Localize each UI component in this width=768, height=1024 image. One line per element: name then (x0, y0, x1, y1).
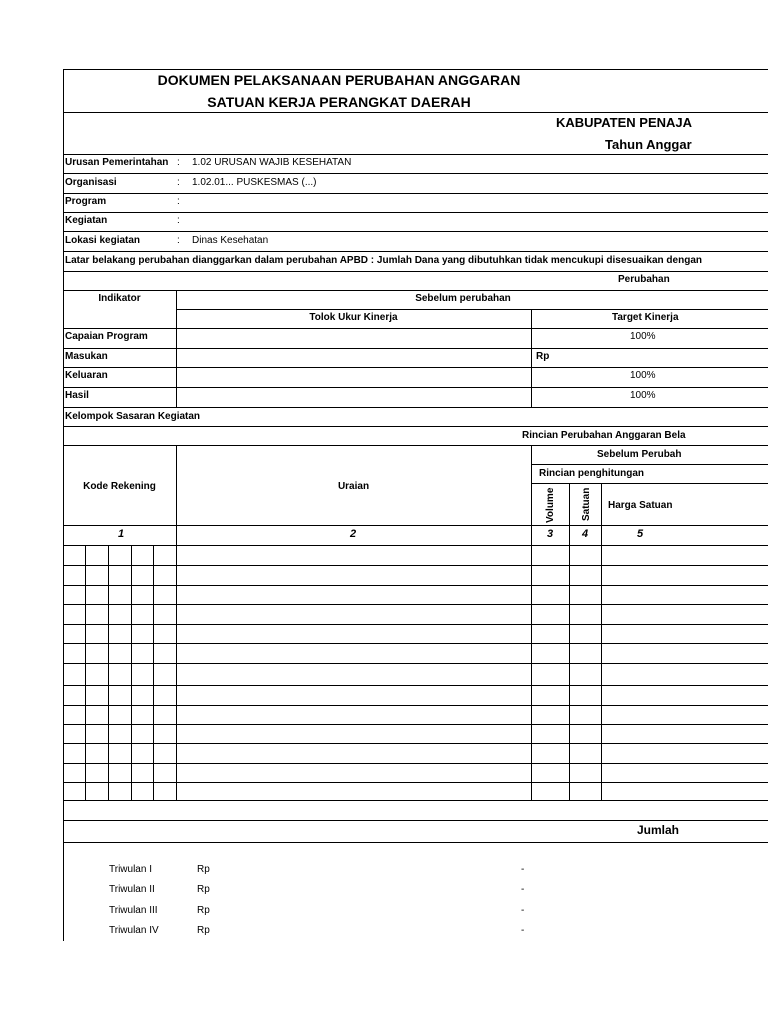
sebelum-perubahan-label: Sebelum Perubah (597, 449, 682, 460)
rule (63, 251, 768, 252)
organisasi-label: Organisasi (65, 177, 117, 188)
column-number: 5 (637, 528, 644, 540)
document-title-line1: DOKUMEN PELAKSANAAN PERUBAHAN ANGGARAN (157, 72, 521, 88)
lokasi-value: Dinas Kesehatan (192, 235, 269, 246)
column-number: 3 (547, 528, 554, 540)
rule (63, 407, 768, 408)
urusan-label: Urusan Pemerintahan (65, 157, 169, 168)
budget-document-sheet (63, 69, 768, 941)
rule (63, 545, 768, 546)
rule (531, 464, 768, 465)
triwulan-value: - (521, 905, 525, 916)
urusan-colon: : (177, 157, 180, 168)
kode-rekening-header: Kode Rekening (83, 481, 156, 492)
rule (531, 445, 532, 800)
rule (63, 112, 768, 113)
rule (63, 193, 768, 194)
triwulan-rp: Rp (197, 905, 210, 916)
table-row (63, 624, 768, 625)
table-row (63, 743, 768, 744)
rule (63, 525, 768, 526)
triwulan-label: Triwulan I (109, 864, 152, 875)
perubahan-label: Perubahan (618, 274, 670, 285)
rule (63, 387, 768, 388)
rule (63, 290, 768, 291)
indikator-row-target: Rp (536, 351, 550, 362)
satuan-header: Satuan (581, 487, 592, 521)
column-number: 4 (582, 528, 589, 540)
table-row (63, 604, 768, 605)
triwulan-rp: Rp (197, 884, 210, 895)
table-row (63, 685, 768, 686)
table-row (63, 663, 768, 664)
triwulan-label: Triwulan III (109, 905, 158, 916)
indikator-row-label: Capaian Program (65, 331, 148, 342)
triwulan-rp: Rp (197, 925, 210, 936)
rule (63, 367, 768, 368)
table-row (63, 643, 768, 644)
rule (153, 545, 154, 800)
kabupaten-label: KABUPATEN PENAJA (556, 115, 693, 130)
tahun-anggaran-label: Tahun Anggar (605, 137, 692, 152)
table-row (63, 800, 768, 801)
document-title-line2: SATUAN KERJA PERANGKAT DAERAH (207, 94, 471, 110)
rule (63, 173, 768, 174)
rule (63, 154, 768, 155)
rule (176, 445, 177, 800)
rule (63, 271, 768, 272)
table-row (63, 585, 768, 586)
rule (569, 483, 570, 800)
rule (63, 426, 768, 427)
urusan-value: 1.02 URUSAN WAJIB KESEHATAN (192, 157, 352, 168)
target-kinerja-header: Target Kinerja (612, 312, 679, 323)
program-label: Program (65, 196, 107, 207)
rule (85, 545, 86, 800)
organisasi-colon: : (177, 177, 180, 188)
indikator-row-target: 100% (630, 370, 656, 381)
kegiatan-label: Kegiatan (65, 215, 108, 226)
sebelum-perubahan-header: Sebelum perubahan (415, 293, 511, 304)
triwulan-value: - (521, 884, 525, 895)
indikator-row-label: Keluaran (65, 370, 108, 381)
kegiatan-colon: : (177, 215, 180, 226)
rule (63, 212, 768, 213)
table-row (63, 705, 768, 706)
organisasi-value: 1.02.01... PUSKESMAS (...) (192, 177, 317, 188)
indikator-row-target: 100% (630, 390, 656, 401)
rincian-penghitungan-label: Rincian penghitungan (539, 468, 644, 479)
volume-header: Volume (545, 487, 556, 523)
rule (108, 545, 109, 800)
triwulan-value: - (521, 864, 525, 875)
table-row (63, 763, 768, 764)
uraian-header: Uraian (337, 481, 370, 492)
rule (63, 820, 768, 821)
frame-top (63, 69, 768, 70)
program-colon: : (177, 196, 180, 207)
harga-satuan-header: Harga Satuan (608, 500, 673, 511)
triwulan-rp: Rp (197, 864, 210, 875)
rule (601, 483, 602, 800)
rule (63, 328, 768, 329)
column-number: 2 (350, 528, 357, 540)
rule (63, 231, 768, 232)
rincian-title: Rincian Perubahan Anggaran Bela (522, 430, 686, 441)
rule (176, 309, 768, 310)
kelompok-sasaran: Kelompok Sasaran Kegiatan (65, 411, 201, 422)
column-number: 1 (118, 528, 125, 540)
latar-belakang: Latar belakang perubahan dianggarkan dalam perubahan APBD : Jumlah Dana yang dibutuhkan tidak mencukupi disesuaikan dengan (65, 255, 702, 266)
rule (63, 842, 768, 843)
triwulan-value: - (521, 925, 525, 936)
tolok-ukur-header: Tolok Ukur Kinerja (309, 312, 398, 323)
indikator-row-label: Masukan (65, 351, 108, 362)
rule (63, 348, 768, 349)
indikator-row-label: Hasil (65, 390, 89, 401)
table-row (63, 565, 768, 566)
rule (531, 483, 768, 484)
indikator-header: Indikator (98, 293, 141, 304)
frame-left (63, 69, 64, 941)
table-row (63, 782, 768, 783)
indikator-row-target: 100% (630, 331, 656, 342)
lokasi-colon: : (177, 235, 180, 246)
rule (131, 545, 132, 800)
rule (531, 309, 532, 407)
triwulan-label: Triwulan IV (109, 925, 159, 936)
lokasi-label: Lokasi kegiatan (65, 235, 141, 246)
table-row (63, 724, 768, 725)
jumlah-label: Jumlah (637, 823, 680, 837)
triwulan-label: Triwulan II (109, 884, 155, 895)
rule (63, 445, 768, 446)
